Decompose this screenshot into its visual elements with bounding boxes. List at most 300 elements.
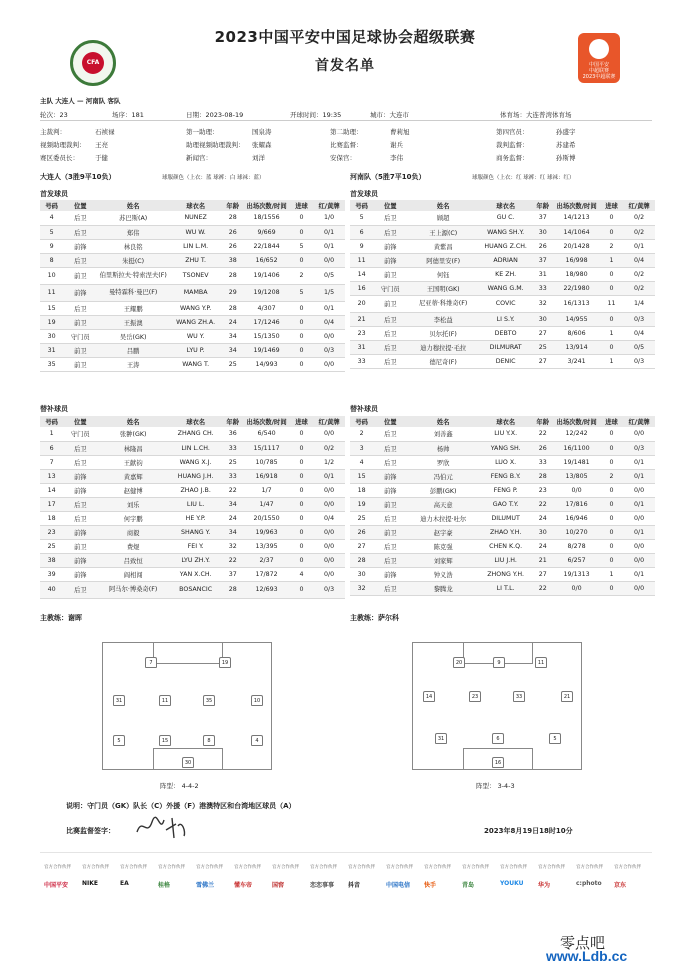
cell: 37 <box>532 253 553 267</box>
cell: 22 <box>532 427 553 441</box>
column-header: 号码 <box>40 416 63 427</box>
cell: KE ZH. <box>479 267 532 281</box>
cell: 0/1 <box>623 469 655 483</box>
cell: 后卫 <box>63 455 97 469</box>
cell: 后卫 <box>373 340 407 354</box>
cell: 0 <box>290 483 313 497</box>
cell: 0/2 <box>623 211 655 225</box>
cell: 5 <box>350 211 373 225</box>
sponsor-caption: 官方合作伙伴 <box>120 865 147 870</box>
cell: 前锋 <box>373 253 407 267</box>
sponsor-caption: 官方合作伙伴 <box>424 865 451 870</box>
cell: WANG Y.P. <box>169 301 222 315</box>
cell: 钟义浩 <box>407 567 479 581</box>
home-kit: 球服颜色（上衣：蓝 球裤：白 球袜：蓝） <box>162 175 265 181</box>
home-sub-label: 替补球员 <box>40 405 68 413</box>
cell: ADRIAN <box>479 253 532 267</box>
cell: 2 <box>600 239 623 253</box>
cell: 27 <box>532 567 553 581</box>
cell: 林隆昌 <box>97 441 169 455</box>
cell: 阎相闯 <box>97 567 169 581</box>
cell: 16 <box>350 281 373 295</box>
cell: 18/980 <box>553 267 600 281</box>
cell: 18 <box>350 483 373 497</box>
cell: 6/540 <box>243 427 290 441</box>
cell: 14 <box>40 483 63 497</box>
cell: DENIC <box>479 354 532 368</box>
cell: 6/257 <box>553 553 600 567</box>
cell: 0 <box>600 225 623 239</box>
cell: HE Y.P. <box>169 511 222 525</box>
signature-label: 比赛监督签字： <box>66 827 115 835</box>
cell: 张翀(GK) <box>97 427 169 441</box>
cell: 0 <box>290 581 313 598</box>
cell: 19/1313 <box>553 567 600 581</box>
player-row <box>40 539 345 553</box>
player-row <box>350 354 655 368</box>
cell: 24 <box>532 539 553 553</box>
cell: 后卫 <box>373 312 407 326</box>
cell: 前锋 <box>63 483 97 497</box>
cell: 24 <box>222 511 243 525</box>
column-header: 红/黄牌 <box>623 416 655 427</box>
player-row <box>40 225 345 239</box>
column-header: 号码 <box>40 200 63 211</box>
cell: 3/241 <box>553 354 600 368</box>
player-row <box>40 267 345 284</box>
cell: 0 <box>290 553 313 567</box>
cell: WU Y. <box>169 329 222 343</box>
cell: 后卫 <box>63 253 97 267</box>
cell: 40 <box>40 581 63 598</box>
cell: 前卫 <box>373 497 407 511</box>
cell: 0 <box>600 312 623 326</box>
cell: 1 <box>600 567 623 581</box>
cell: 1/4 <box>623 295 655 312</box>
cell: 黎腾龙 <box>407 581 479 595</box>
match-date: 日期：2023-08-19 <box>186 111 244 119</box>
home-subs-table <box>40 416 345 599</box>
sponsor-caption: 官方合作伙伴 <box>310 865 337 870</box>
cell: 0/0 <box>553 581 600 595</box>
cell: 5 <box>40 225 63 239</box>
column-header: 出场次数/时间 <box>553 200 600 211</box>
cell: 19/963 <box>243 525 290 539</box>
cell: 14/955 <box>553 312 600 326</box>
cell: 13/914 <box>553 340 600 354</box>
cell: 14/1213 <box>553 211 600 225</box>
player-row <box>40 581 345 598</box>
cell: 王献钧 <box>97 455 169 469</box>
player-row <box>40 427 345 441</box>
cell: 后卫 <box>63 581 97 598</box>
cell: 后卫 <box>373 225 407 239</box>
away-formation: 阵型： 3-4-3 <box>476 782 515 790</box>
sponsor-caption: 官方合作伙伴 <box>386 865 413 870</box>
player-row <box>40 329 345 343</box>
column-header: 年龄 <box>532 416 553 427</box>
sponsor-caption: 官方合作伙伴 <box>576 865 603 870</box>
cell: 32 <box>532 295 553 312</box>
cell: 0 <box>290 301 313 315</box>
cell: 28 <box>532 469 553 483</box>
cell: 0 <box>600 427 623 441</box>
cell: DILMURAT <box>479 340 532 354</box>
cell: 何钰 <box>407 267 479 281</box>
player-row <box>40 357 345 371</box>
cell: 30 <box>40 329 63 343</box>
sponsor-caption: 官方合作伙伴 <box>614 865 641 870</box>
cell: 16/1313 <box>553 295 600 312</box>
sponsor-logo: NIKE <box>82 880 99 887</box>
cell: 后卫 <box>373 539 407 553</box>
cell: COVIC <box>479 295 532 312</box>
cell: DEBTO <box>479 326 532 340</box>
column-header: 出场次数/时间 <box>553 416 600 427</box>
player-shirt-icon: 9 <box>493 657 505 668</box>
away-coach: 萨尔科 <box>378 614 399 622</box>
column-header: 年龄 <box>532 200 553 211</box>
cell: 9 <box>350 239 373 253</box>
cell: 11 <box>350 253 373 267</box>
cell: 15 <box>40 301 63 315</box>
cell: 30 <box>532 225 553 239</box>
cell: 10 <box>40 267 63 284</box>
cell: 8/606 <box>553 326 600 340</box>
cell: 12/693 <box>243 581 290 598</box>
cell: WANG G.M. <box>479 281 532 295</box>
player-row <box>40 343 345 357</box>
player-row <box>350 267 655 281</box>
cell: 守门员 <box>373 281 407 295</box>
cell: 王振澳 <box>97 315 169 329</box>
cell: 35 <box>40 357 63 371</box>
away-kit: 球服颜色（上衣：红 球裤：红 球袜：红） <box>472 175 575 181</box>
cell: 0/1 <box>623 525 655 539</box>
cell: LIN L.CH. <box>169 441 222 455</box>
cell: 21 <box>532 553 553 567</box>
cell: LI S.Y. <box>479 312 532 326</box>
cell: 0 <box>600 340 623 354</box>
column-header: 年龄 <box>222 200 243 211</box>
cell: 0/2 <box>623 281 655 295</box>
cell: LIU J.H. <box>479 553 532 567</box>
column-header: 姓名 <box>407 200 479 211</box>
supervisor-signature <box>132 812 192 842</box>
cell: 罗欣 <box>407 455 479 469</box>
cell: 0/0 <box>623 483 655 497</box>
player-row <box>350 427 655 441</box>
cell: 10/270 <box>553 525 600 539</box>
cell: 0 <box>290 329 313 343</box>
cell: 后卫 <box>373 326 407 340</box>
cell: 后卫 <box>63 511 97 525</box>
cell: 36 <box>222 427 243 441</box>
player-shirt-icon: 31 <box>113 695 125 706</box>
cell: 前锋 <box>63 567 97 581</box>
away-team-name: 河南队（5胜7平10负） <box>350 173 426 181</box>
official-name: 于健 <box>95 154 108 162</box>
round: 轮次：23 <box>40 111 68 119</box>
cell: 16/998 <box>553 253 600 267</box>
cell: 0/0 <box>623 553 655 567</box>
cell: 后卫 <box>373 211 407 225</box>
cell: 9/669 <box>243 225 290 239</box>
cell: 0/0 <box>623 427 655 441</box>
cell: GAO T.Y. <box>479 497 532 511</box>
cell: 2 <box>600 469 623 483</box>
official-name: 孙斯博 <box>556 154 576 162</box>
cell: 后卫 <box>63 211 97 225</box>
official-name: 王亮 <box>95 141 108 149</box>
cell: 0/0 <box>313 539 345 553</box>
cell: 22/1980 <box>553 281 600 295</box>
cell: 1 <box>600 253 623 267</box>
cell: 4/307 <box>243 301 290 315</box>
cell: 14/1064 <box>553 225 600 239</box>
cell: 曼特霖科·曼巴(F) <box>97 284 169 301</box>
cell: 后卫 <box>373 455 407 469</box>
cell: 13/395 <box>243 539 290 553</box>
official-name: 石祯禄 <box>95 128 115 136</box>
cell: 13 <box>40 469 63 483</box>
official-name: 刘洋 <box>252 154 265 162</box>
cell: 后卫 <box>63 497 97 511</box>
player-shirt-icon: 16 <box>492 757 504 768</box>
cell: 费煜 <box>97 539 169 553</box>
cell: 37 <box>532 211 553 225</box>
cell: FENG B.Y. <box>479 469 532 483</box>
cell: SHANG Y. <box>169 525 222 539</box>
official-role: 第四官员： <box>496 128 529 136</box>
sponsor-caption: 官方合作伙伴 <box>158 865 185 870</box>
sponsor-logo: c:photo <box>576 880 602 887</box>
cell: 刘家辉 <box>407 553 479 567</box>
cell: 0/0 <box>313 483 345 497</box>
column-header: 姓名 <box>407 416 479 427</box>
column-header: 红/黄牌 <box>313 416 345 427</box>
cell: 0/2 <box>623 225 655 239</box>
cell: 王耀鹏 <box>97 301 169 315</box>
cell: 顾超 <box>407 211 479 225</box>
cell: HUANG Z.CH. <box>479 239 532 253</box>
official-name: 曹莉旭 <box>390 128 410 136</box>
cell: 28 <box>222 581 243 598</box>
cell: LIU L. <box>169 497 222 511</box>
cell: 0 <box>600 441 623 455</box>
column-header: 出场次数/时间 <box>243 416 290 427</box>
cell: 25 <box>532 340 553 354</box>
official-role: 裁判监督： <box>496 141 529 149</box>
cell: 0/3 <box>623 441 655 455</box>
cell: 后卫 <box>63 441 97 455</box>
cell: 19/1481 <box>553 455 600 469</box>
player-row <box>40 441 345 455</box>
cell: 23 <box>40 525 63 539</box>
cell: 0 <box>290 427 313 441</box>
sponsor-logo: 抖音 <box>348 882 361 889</box>
cell: 33 <box>222 469 243 483</box>
column-header: 球衣名 <box>479 416 532 427</box>
cell: 0 <box>290 253 313 267</box>
player-row <box>350 567 655 581</box>
sponsor-logo: 国窖 <box>272 882 285 889</box>
cell: 31 <box>40 343 63 357</box>
cell: 王国明(GK) <box>407 281 479 295</box>
player-shirt-icon: 14 <box>423 691 435 702</box>
cell: WU W. <box>169 225 222 239</box>
column-header: 号码 <box>350 200 373 211</box>
cell: 贝尔托(F) <box>407 326 479 340</box>
player-row <box>350 553 655 567</box>
cell: FEI Y. <box>169 539 222 553</box>
cell: 21 <box>350 312 373 326</box>
cell: 0 <box>290 497 313 511</box>
cell: 0 <box>290 525 313 539</box>
cell: 15/1117 <box>243 441 290 455</box>
official-role: 安保官： <box>330 154 356 162</box>
cell: 26 <box>350 525 373 539</box>
player-row <box>40 301 345 315</box>
cell: 前锋 <box>373 567 407 581</box>
official-role: 赛区委员长： <box>40 154 79 162</box>
cell: 0/3 <box>623 312 655 326</box>
kickoff-time: 开球时间：19:35 <box>290 111 342 119</box>
column-header: 位置 <box>373 416 407 427</box>
official-name: 张耀森 <box>252 141 272 149</box>
cfa-logo: CFA <box>70 40 116 86</box>
cell: 伯里斯拉夫·特索涅夫(F) <box>97 267 169 284</box>
cell: 29 <box>222 284 243 301</box>
cell: 11 <box>600 295 623 312</box>
player-row <box>350 455 655 469</box>
cell: 1 <box>600 354 623 368</box>
cell: 0/0 <box>313 253 345 267</box>
column-header: 姓名 <box>97 200 169 211</box>
stadium: 体育场：大连普湾体育场 <box>500 111 572 119</box>
column-header: 年龄 <box>222 416 243 427</box>
official-role: 主裁判： <box>40 128 66 136</box>
cell: 32 <box>222 539 243 553</box>
away-sub-label: 替补球员 <box>350 405 378 413</box>
cell: 25 <box>350 511 373 525</box>
column-header: 红/黄牌 <box>623 200 655 211</box>
home-coach: 谢晖 <box>68 614 82 622</box>
cell: 0/1 <box>623 239 655 253</box>
cell: 0/3 <box>623 354 655 368</box>
official-name: 国泉涛 <box>252 128 272 136</box>
sponsor-caption: 官方合作伙伴 <box>44 865 71 870</box>
cell: 前卫 <box>63 539 97 553</box>
cell: 0/1 <box>623 455 655 469</box>
cell: 0/4 <box>313 315 345 329</box>
cell: 22 <box>532 581 553 595</box>
cell: 苏巴斯(A) <box>97 211 169 225</box>
watermark: 零点吧 <box>560 934 606 952</box>
cell: CHEN K.Q. <box>479 539 532 553</box>
player-row <box>40 483 345 497</box>
cell: BOSANCIC <box>169 581 222 598</box>
cell: HUANG J.H. <box>169 469 222 483</box>
cell: 后卫 <box>373 354 407 368</box>
cell: WANG SH.Y. <box>479 225 532 239</box>
cell: 陈克强 <box>407 539 479 553</box>
player-row <box>350 239 655 253</box>
sponsor-logo: 华为 <box>538 882 551 889</box>
cell: 0/1 <box>313 239 345 253</box>
cell: 王涛 <box>97 357 169 371</box>
cell: 0 <box>290 357 313 371</box>
sponsor-logo: 中国电信 <box>386 882 411 889</box>
cell: 34 <box>222 329 243 343</box>
cell: 16/946 <box>553 511 600 525</box>
cell: LIN L.M. <box>169 239 222 253</box>
player-shirt-icon: 35 <box>203 695 215 706</box>
cell: 刘乐 <box>97 497 169 511</box>
cell: 2/37 <box>243 553 290 567</box>
player-shirt-icon: 30 <box>182 757 194 768</box>
player-shirt-icon: 5 <box>549 733 561 744</box>
cell: 4 <box>290 567 313 581</box>
player-row <box>40 553 345 567</box>
cell: 33 <box>532 281 553 295</box>
cell: 20/1428 <box>553 239 600 253</box>
cell: MAMBA <box>169 284 222 301</box>
player-row <box>350 312 655 326</box>
cell: 2 <box>350 427 373 441</box>
cell: 17/1246 <box>243 315 290 329</box>
cell: 19 <box>40 315 63 329</box>
column-header: 进球 <box>290 416 313 427</box>
cell: 0/4 <box>623 326 655 340</box>
cell: 0 <box>290 455 313 469</box>
cell: 39 <box>40 567 63 581</box>
legend: 说明：守门员（GK）队长（C）外援（F）港澳特区和台湾地区球员（A） <box>66 802 296 810</box>
cell: 0/0 <box>623 511 655 525</box>
column-header: 进球 <box>600 200 623 211</box>
cell: 4 <box>350 455 373 469</box>
cell: 24 <box>222 315 243 329</box>
cell: 27 <box>350 539 373 553</box>
home-team-name: 大连人（3胜9平10负） <box>40 173 116 181</box>
player-shirt-icon: 7 <box>145 657 157 668</box>
cell: 前卫 <box>63 267 97 284</box>
sponsor-logo: YOUKU <box>500 880 524 887</box>
cell: 后卫 <box>373 427 407 441</box>
cell: LUO X. <box>479 455 532 469</box>
cell: 0/3 <box>313 581 345 598</box>
cell: LYU P. <box>169 343 222 357</box>
cell: 0/0 <box>313 329 345 343</box>
cell: 1 <box>600 326 623 340</box>
cell: 李松益 <box>407 312 479 326</box>
away-coach-label: 主教练：萨尔科 <box>350 614 399 622</box>
page-title: 2023中国平安中国足球协会超级联赛 <box>214 28 476 46</box>
cell: 刘善鑫 <box>407 427 479 441</box>
cell: 0 <box>600 281 623 295</box>
sponsor-caption: 官方合作伙伴 <box>196 865 223 870</box>
cell: 后卫 <box>63 301 97 315</box>
cell: 前锋 <box>63 239 97 253</box>
cell: 33 <box>222 441 243 455</box>
cell: 0 <box>290 343 313 357</box>
player-row <box>350 281 655 295</box>
cell: 4 <box>40 211 63 225</box>
cell: 前卫 <box>373 295 407 312</box>
cell: 16/1100 <box>553 441 600 455</box>
player-row <box>40 525 345 539</box>
cell: 26 <box>222 239 243 253</box>
